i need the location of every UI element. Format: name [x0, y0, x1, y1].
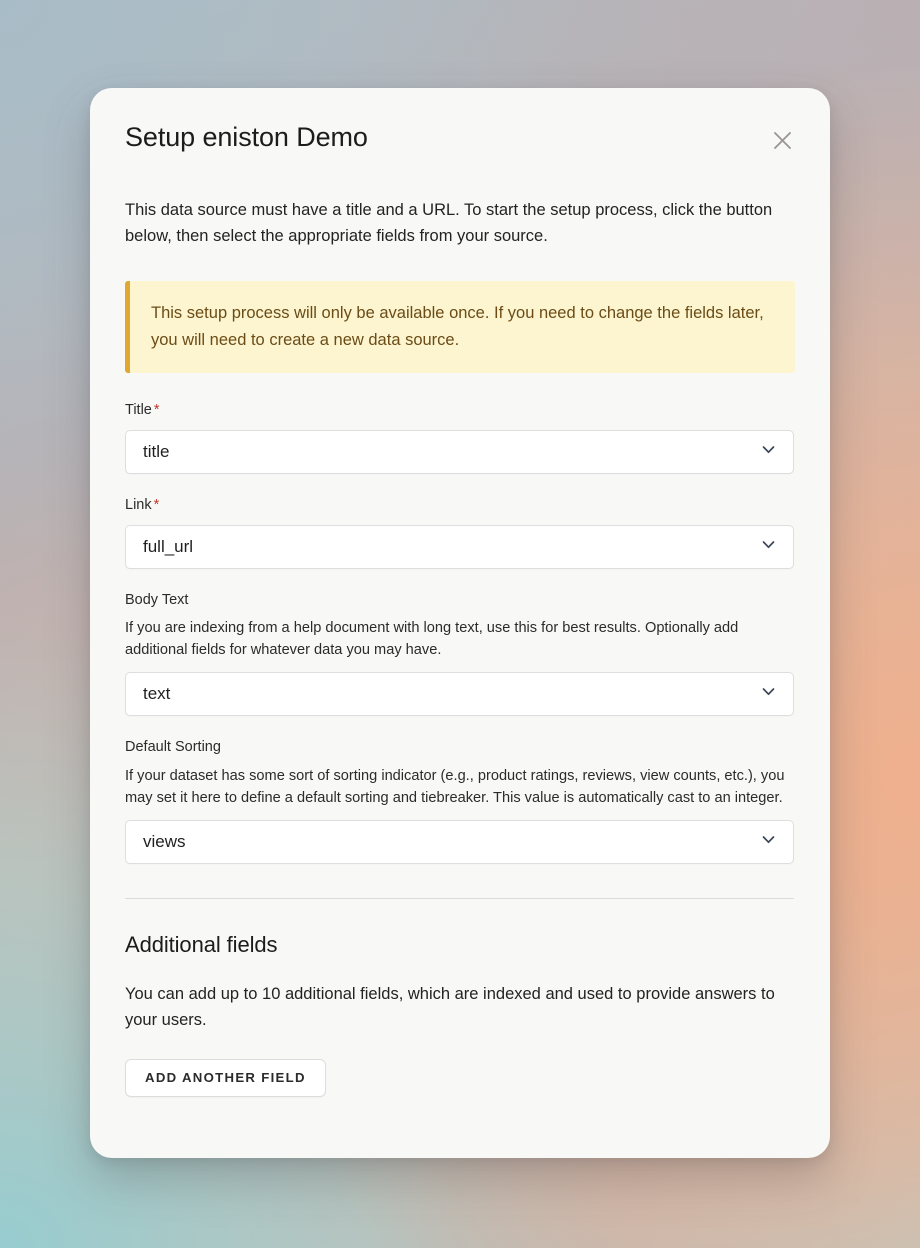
- add-another-field-button[interactable]: ADD ANOTHER FIELD: [125, 1059, 326, 1097]
- field-title-label: Title: [125, 401, 152, 418]
- setup-modal-dialog: [90, 88, 830, 1158]
- field-title: [125, 401, 795, 474]
- field-body-text-help: If you are indexing from a help document with long text, use this for best results. Optionally add additional fields for whatever data you may have.: [125, 620, 739, 659]
- field-default-sorting-select[interactable]: [125, 820, 794, 864]
- close-icon: [772, 130, 793, 151]
- chevron-down-icon: [759, 682, 778, 706]
- warning-banner-text: This setup process will only be available once. If you need to change the fields later, you will need to create a new data source.: [151, 304, 764, 349]
- field-link-select[interactable]: [125, 525, 794, 569]
- intro-description: This data source must have a title and a URL. To start the setup process, click the button below, then select the appropriate fields from your source.: [125, 201, 773, 246]
- field-default-sorting-help: If your dataset has some sort of sorting indicator (e.g., product ratings, reviews, view counts, etc.), you may set it here to define a default sorting and tiebreaker. This value is automatically cast to an integer.: [125, 768, 785, 806]
- field-link-label-row: [125, 496, 795, 515]
- chevron-down-icon: [759, 440, 778, 464]
- additional-fields-description: You can add up to 10 additional fields, which are indexed and used to provide answers to your users.: [125, 984, 775, 1029]
- field-default-sorting-value: views: [143, 831, 186, 851]
- warning-banner: [125, 281, 795, 373]
- field-link: [125, 496, 795, 569]
- field-body-text: [125, 591, 795, 717]
- chevron-down-icon: [759, 535, 778, 559]
- field-link-value: full_url: [143, 536, 194, 556]
- section-divider: [125, 898, 794, 899]
- field-link-label: Link: [125, 496, 152, 513]
- field-title-value: title: [143, 441, 170, 461]
- field-body-text-select[interactable]: [125, 672, 794, 716]
- field-title-label-row: [125, 401, 795, 420]
- field-default-sorting: [125, 738, 795, 864]
- chevron-down-icon: [759, 830, 778, 854]
- modal-header: [125, 88, 795, 157]
- field-default-sorting-label: Default Sorting: [125, 739, 221, 756]
- field-body-text-value: text: [143, 684, 171, 704]
- field-title-select[interactable]: [125, 430, 794, 474]
- required-indicator: *: [153, 401, 160, 418]
- field-body-text-label-row: [125, 591, 795, 610]
- field-body-text-label: Body Text: [125, 591, 189, 608]
- required-indicator: *: [153, 496, 160, 513]
- field-default-sorting-label-row: [125, 738, 795, 757]
- additional-fields-title: Additional fields: [125, 931, 278, 957]
- page-title: Setup eniston Demo: [125, 122, 368, 152]
- close-button[interactable]: [765, 123, 799, 157]
